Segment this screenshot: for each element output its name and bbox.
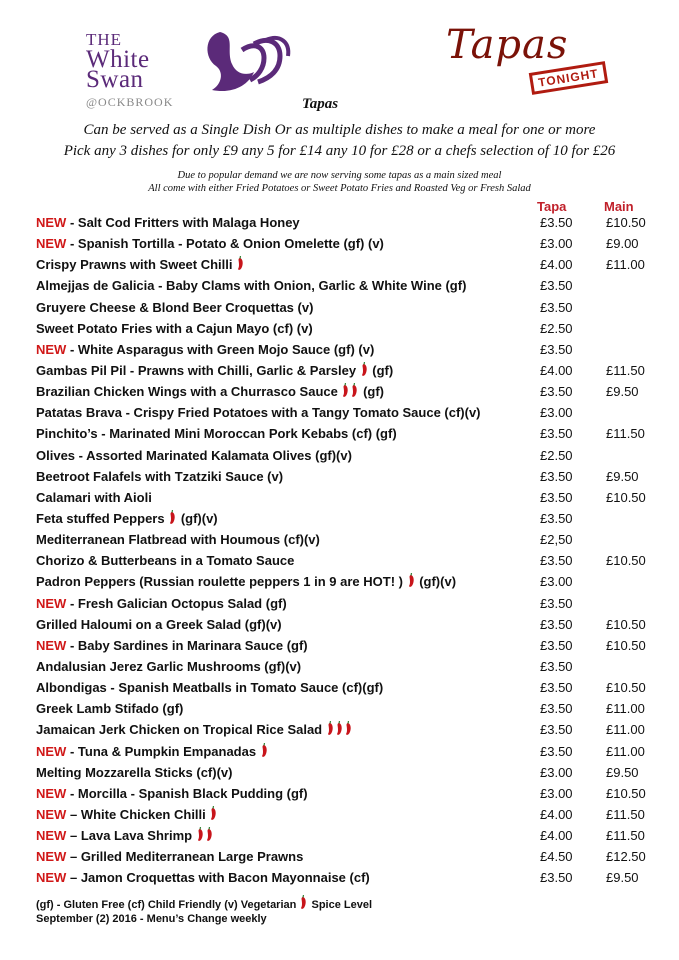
spice-level-label: Spice Level <box>311 899 373 911</box>
tonight-stamp: TONIGHT <box>529 61 608 95</box>
menu-item <box>36 487 666 508</box>
menu-item <box>36 402 666 423</box>
tapa-price: £3.50 <box>540 616 573 632</box>
tapa-price: £3.50 <box>540 743 573 759</box>
main-meal-note: Due to popular demand we are now serving some tapas as a main sized meal <box>177 170 502 181</box>
dish-separator: - <box>66 595 78 611</box>
column-header-main: Main <box>604 199 634 214</box>
menu-item <box>36 571 666 592</box>
dish-name <box>36 550 294 571</box>
dish-separator: - <box>66 341 78 357</box>
tapa-price: £4.00 <box>540 362 573 378</box>
dish-name <box>36 508 218 529</box>
dish-name <box>36 867 370 888</box>
menu-item <box>36 762 666 783</box>
dish-text: Albondigas - Spanish Meatballs in Tomato Sauce (cf)(gf) <box>36 680 384 696</box>
menu-item <box>36 254 666 275</box>
menu-item <box>36 297 666 318</box>
main-price: £10.50 <box>606 553 646 569</box>
sides-note: All come with either Fried Potatoes or Sweet Potato Fries and Roasted Veg or Fresh Salad <box>148 183 531 194</box>
dish-separator: – <box>66 806 81 822</box>
logo-text-the: THE <box>86 30 123 49</box>
dish-separator: - <box>66 743 78 759</box>
dish-name <box>36 846 303 867</box>
new-badge: NEW <box>36 870 67 886</box>
dish-text: Baby Sardines in Marinara Sauce (gf) <box>77 637 308 653</box>
dish-text: Greek Lamb Stifado (gf) <box>36 701 184 717</box>
dish-text: Sweet Potato Fries with a Cajun Mayo (cf) (v) <box>36 320 313 336</box>
dish-text: Grilled Haloumi on a Greek Salad (gf)(v) <box>36 616 282 632</box>
main-price: £10.50 <box>606 215 646 230</box>
dish-name <box>36 593 287 614</box>
dish-text: Lava Lava Shrimp <box>80 828 196 844</box>
menu-item <box>36 508 666 529</box>
dish-name <box>36 381 384 402</box>
main-price: £11.50 <box>606 426 645 442</box>
chili-icon <box>342 383 349 398</box>
tapa-price: £4.50 <box>540 849 573 865</box>
main-price: £11.50 <box>606 806 645 822</box>
menu-item <box>36 677 666 698</box>
logo-text-white: White <box>86 46 150 73</box>
tapa-price: £2.50 <box>540 320 573 336</box>
tapa-price: £3.50 <box>540 637 573 653</box>
menu-item <box>36 529 666 550</box>
tapa-price: £3.00 <box>540 405 573 421</box>
menu-item <box>36 825 666 846</box>
chili-icon <box>351 383 358 398</box>
new-badge: NEW <box>36 215 67 230</box>
dish-name <box>36 762 232 783</box>
main-price: £9.50 <box>606 764 639 780</box>
menu-item <box>36 719 666 740</box>
dish-text: Padron Peppers (Russian roulette peppers 1 in 9 are HOT! ) <box>36 574 407 590</box>
dish-suffix: (gf) <box>368 362 394 378</box>
menu-item <box>36 212 666 233</box>
menu-item <box>36 867 666 888</box>
main-price: £9.50 <box>606 384 639 400</box>
dish-name <box>36 677 383 698</box>
menu-item <box>36 804 666 825</box>
dish-text: White Asparagus with Green Mojo Sauce (gf) (v) <box>77 341 375 357</box>
new-badge: NEW <box>36 637 67 653</box>
menu-item <box>36 360 666 381</box>
menu-item <box>36 445 666 466</box>
dish-name <box>36 804 218 825</box>
dish-name <box>36 571 456 592</box>
menu-item <box>36 275 666 296</box>
menu-item <box>36 846 666 867</box>
main-price: £9.00 <box>606 236 639 252</box>
dish-text: Gambas Pil Pil - Prawns with Chilli, Garlic & Parsley <box>36 362 360 378</box>
chili-icon <box>336 721 343 736</box>
dish-name <box>36 318 313 339</box>
new-badge: NEW <box>36 828 67 844</box>
dish-name <box>36 741 269 762</box>
tapa-price: £3.50 <box>540 426 573 442</box>
menu-item <box>36 698 666 719</box>
tapas-logo-title: Tapas <box>446 22 569 68</box>
dish-name <box>36 825 214 846</box>
new-badge: NEW <box>36 806 67 822</box>
menu-item <box>36 466 666 487</box>
dish-text: Jamaican Jerk Chicken on Tropical Rice Salad <box>36 722 326 738</box>
dish-text: Fresh Galician Octopus Salad (gf) <box>77 595 287 611</box>
tapa-price: £3.50 <box>540 489 573 505</box>
tapa-price: £3.50 <box>540 215 573 230</box>
main-price: £10.50 <box>606 785 646 801</box>
tapa-price: £3.50 <box>540 701 573 717</box>
dish-name <box>36 212 300 233</box>
main-price: £11.00 <box>606 743 645 759</box>
chili-icon <box>197 827 204 842</box>
dish-text: Pinchito’s - Marinated Mini Moroccan Pork Kebabs (cf) (gf) <box>36 426 397 442</box>
tapa-price: £4.00 <box>540 806 573 822</box>
menu-item <box>36 656 666 677</box>
dish-separator: – <box>66 828 81 844</box>
dish-name <box>36 297 313 318</box>
dish-name <box>36 635 308 656</box>
dish-name <box>36 423 397 444</box>
dish-name <box>36 360 393 381</box>
chili-icon <box>300 895 307 910</box>
tapa-price: £3.00 <box>540 764 573 780</box>
dish-text: Calamari with Aioli <box>36 489 152 505</box>
chili-icon <box>206 827 213 842</box>
dish-name <box>36 529 320 550</box>
dish-separator: - <box>66 215 78 230</box>
menu-item <box>36 339 666 360</box>
dish-text: Beetroot Falafels with Tzatziki Sauce (v) <box>36 468 284 484</box>
main-price: £9.50 <box>606 468 639 484</box>
tapa-price: £3.50 <box>540 384 573 400</box>
dish-separator: - <box>66 236 78 252</box>
tapa-price: £3.50 <box>540 553 573 569</box>
dish-name <box>36 402 481 423</box>
main-price: £10.50 <box>606 616 646 632</box>
tapa-price: £3.50 <box>540 468 573 484</box>
menu-item <box>36 423 666 444</box>
dish-text: Andalusian Jerez Garlic Mushrooms (gf)(v) <box>36 658 302 674</box>
tapa-price: £4.00 <box>540 257 573 273</box>
logo-text-ockbrook: @OCKBROOK <box>86 95 174 109</box>
dish-suffix: (gf)(v) <box>177 510 218 526</box>
main-price: £10.50 <box>606 489 646 505</box>
dish-text: Feta stuffed Peppers <box>36 510 169 526</box>
menu-item <box>36 614 666 635</box>
tapa-price: £3.00 <box>540 236 573 252</box>
dish-name <box>36 656 301 677</box>
main-price: £10.50 <box>606 680 646 696</box>
menu-list <box>36 212 666 889</box>
new-badge: NEW <box>36 595 67 611</box>
new-badge: NEW <box>36 785 67 801</box>
dish-text: Melting Mozzarella Sticks (cf)(v) <box>36 764 233 780</box>
tapa-price: £3.50 <box>540 595 573 611</box>
chili-icon <box>361 362 368 377</box>
new-badge: NEW <box>36 236 67 252</box>
tapa-price: £2,50 <box>540 532 573 548</box>
dish-name <box>36 466 283 487</box>
chili-icon <box>169 510 176 525</box>
tapa-price: £3.50 <box>540 722 573 738</box>
tapa-price: £3.50 <box>540 299 573 315</box>
main-price: £10.50 <box>606 637 646 653</box>
dish-separator: - <box>66 785 78 801</box>
dish-text: White Chicken Chilli <box>80 806 210 822</box>
dish-separator: – <box>66 849 81 865</box>
menu-item <box>36 318 666 339</box>
chili-icon <box>299 899 308 911</box>
dish-text: Jamon Croquettas with Bacon Mayonnaise (cf) <box>80 870 370 886</box>
dish-text: Salt Cod Fritters with Malaga Honey <box>77 215 300 230</box>
dish-name <box>36 614 282 635</box>
tapa-price: £3.50 <box>540 658 573 674</box>
dish-text: Spanish Tortilla - Potato & Onion Omelette (gf) (v) <box>77 236 384 252</box>
main-price: £9.50 <box>606 870 639 886</box>
dish-suffix: (gf)(v) <box>415 574 457 590</box>
dish-name <box>36 783 308 804</box>
white-swan-logo <box>86 20 296 109</box>
dish-separator: - <box>66 637 78 653</box>
tapa-price: £3.50 <box>540 870 573 886</box>
dish-name <box>36 254 245 275</box>
dish-name <box>36 275 466 296</box>
swan-icon <box>202 24 292 104</box>
menu-item <box>36 783 666 804</box>
tapa-price: £3.50 <box>540 278 573 294</box>
main-price: £11.50 <box>606 362 645 378</box>
dish-text: Patatas Brava - Crispy Fried Potatoes with a Tangy Tomato Sauce (cf)(v) <box>36 405 481 421</box>
main-price: £11.00 <box>606 701 645 717</box>
menu-item <box>36 381 666 402</box>
dish-text: Olives - Assorted Marinated Kalamata Olives (gf)(v) <box>36 447 352 463</box>
tapa-price: £3.00 <box>540 785 573 801</box>
menu-item <box>36 233 666 254</box>
dish-text: Crispy Prawns with Sweet Chilli <box>36 257 237 273</box>
main-price: £11.50 <box>606 828 645 844</box>
tapa-price: £2.50 <box>540 447 573 463</box>
main-price: £11.00 <box>606 257 645 273</box>
dish-name <box>36 698 183 719</box>
tapa-price: £3.50 <box>540 341 573 357</box>
dietary-legend <box>36 895 372 911</box>
new-badge: NEW <box>36 743 67 759</box>
menu-item <box>36 741 666 762</box>
menu-item <box>36 635 666 656</box>
tapa-price: £3.50 <box>540 510 573 526</box>
new-badge: NEW <box>36 849 67 865</box>
dish-text: Almejjas de Galicia - Baby Clams with Onion, Garlic & White Wine (gf) <box>36 278 467 294</box>
tapa-price: £4.00 <box>540 828 573 844</box>
dish-text: Tuna & Pumpkin Empanadas <box>77 743 260 759</box>
dish-name <box>36 445 352 466</box>
pricing-offer: Pick any 3 dishes for only £9 any 5 for £14 any 10 for £28 or a chefs selection of 10 for £26 <box>63 143 616 159</box>
serving-intro: Can be served as a Single Dish Or as multiple dishes to make a meal for one or more <box>83 122 596 138</box>
legend-text: (gf) - Gluten Free (cf) Child Friendly (v) Vegetarian <box>36 899 300 911</box>
dish-text: Morcilla - Spanish Black Pudding (gf) <box>77 785 308 801</box>
logo-text-swan: Swan <box>86 66 144 93</box>
tapa-price: £3.00 <box>540 574 573 590</box>
chili-icon <box>327 721 334 736</box>
chili-icon <box>408 573 415 588</box>
chili-icon <box>237 256 244 271</box>
dish-text: Gruyere Cheese & Blond Beer Croquettas (v) <box>36 299 314 315</box>
dish-text: Brazilian Chicken Wings with a Churrasco Sauce <box>36 384 342 400</box>
menu-item <box>36 550 666 571</box>
dish-suffix: (gf) <box>359 384 385 400</box>
dish-name <box>36 487 152 508</box>
dish-text: Grilled Mediterranean Large Prawns <box>80 849 304 865</box>
chili-icon <box>210 806 217 821</box>
column-header-tapa: Tapa <box>537 199 567 214</box>
dish-name <box>36 719 353 740</box>
dish-name <box>36 233 384 254</box>
tapa-price: £3.50 <box>540 680 573 696</box>
dish-text: Mediterranean Flatbread with Houmous (cf)(v) <box>36 532 320 548</box>
dish-separator: – <box>66 870 81 886</box>
page-title: Tapas <box>301 96 339 112</box>
menu-item <box>36 593 666 614</box>
chili-icon <box>345 721 352 736</box>
main-price: £12.50 <box>606 849 646 865</box>
main-price: £11.00 <box>606 722 645 738</box>
dish-name <box>36 339 374 360</box>
menu-date: September (2) 2016 - Menu’s Change weekly <box>36 913 267 925</box>
dish-text: Chorizo & Butterbeans in a Tomato Sauce <box>36 553 295 569</box>
new-badge: NEW <box>36 341 67 357</box>
chili-icon <box>261 743 268 758</box>
